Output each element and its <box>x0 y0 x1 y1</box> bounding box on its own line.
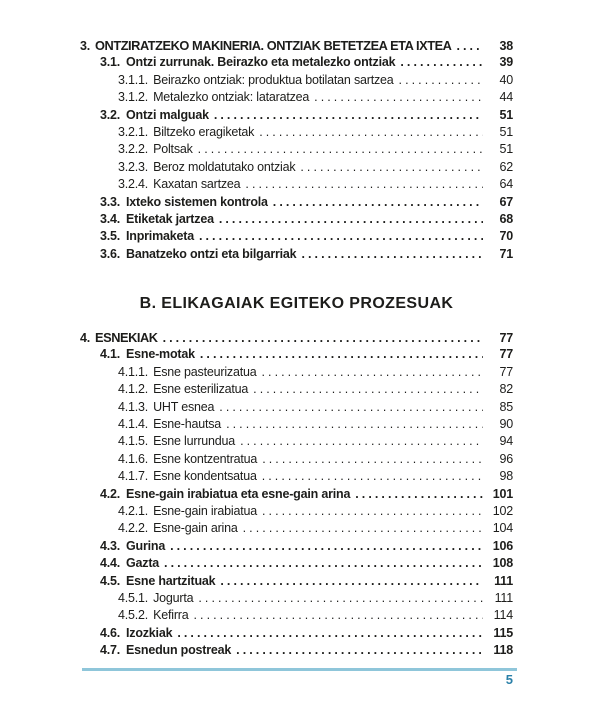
entry-number: 4.7. <box>100 643 121 658</box>
entry-number: 3.1.1. <box>118 72 149 87</box>
entry-title: Beirazko ontziak: produktua botilatan sartzea <box>153 72 394 87</box>
entry-title: ESNEKIAK <box>95 330 158 346</box>
entry-page: 98 <box>499 469 513 484</box>
entry-title: Inprimaketa <box>126 229 194 244</box>
entry-page: 102 <box>492 503 513 518</box>
dot-leader <box>214 107 483 124</box>
entry-page: 111 <box>494 590 513 605</box>
toc-row <box>80 520 513 537</box>
toc-row <box>80 451 513 468</box>
entry-title: Esne-motak <box>126 347 195 362</box>
dot-leader <box>198 590 483 607</box>
entry-page: 62 <box>499 159 513 174</box>
dot-leader <box>243 520 483 537</box>
toc-row <box>80 399 513 416</box>
dot-leader <box>245 176 483 193</box>
entry-title: Jogurta <box>153 590 194 605</box>
dot-leader <box>273 194 483 211</box>
toc-row <box>80 503 513 520</box>
entry-number: 4.4. <box>100 556 121 571</box>
dot-leader <box>200 346 483 363</box>
toc-row <box>80 486 513 503</box>
toc-row <box>80 107 513 124</box>
dot-leader <box>456 38 483 55</box>
entry-page: 38 <box>499 39 513 53</box>
entry-number: 3.2.2. <box>118 142 149 157</box>
dot-leader <box>400 54 483 71</box>
dot-leader <box>236 642 483 659</box>
toc-row <box>80 141 513 158</box>
toc-row <box>80 54 513 71</box>
entry-number: 3.3. <box>100 194 121 209</box>
entry-page: 118 <box>493 643 513 658</box>
toc-row <box>80 159 513 176</box>
entry-page: 90 <box>499 417 513 432</box>
dot-leader <box>300 159 483 176</box>
entry-number: 4.1.2. <box>118 382 149 397</box>
entry-page: 39 <box>499 55 513 70</box>
entry-page: 71 <box>499 246 513 261</box>
entry-number: 3.1. <box>100 55 121 70</box>
entry-page: 82 <box>499 382 513 397</box>
dot-leader <box>199 228 483 245</box>
entry-page: 106 <box>492 538 513 553</box>
entry-number: 4.2.1. <box>118 503 149 518</box>
entry-page: 114 <box>493 608 513 623</box>
entry-title: Esne lurrundua <box>153 434 236 449</box>
toc-row <box>80 37 513 54</box>
entry-number: 4.1.7. <box>118 469 149 484</box>
entry-title: ONTZIRATZEKO MAKINERIA. ONTZIAK BETETZEA ETA IXTEA <box>95 38 452 53</box>
dot-leader <box>177 625 483 642</box>
entry-number: 4.1.5. <box>118 434 149 449</box>
toc-row <box>80 381 513 398</box>
entry-page: 104 <box>492 521 513 536</box>
entry-number: 4.1. <box>100 347 121 362</box>
toc-row <box>80 607 513 624</box>
dot-leader <box>164 555 483 572</box>
entry-page: 94 <box>499 434 513 449</box>
entry-page: 108 <box>492 556 513 571</box>
toc-row <box>80 538 513 555</box>
entry-title: Esne hartzituak <box>126 573 216 588</box>
toc-row <box>80 72 513 89</box>
entry-title: UHT esnea <box>153 399 215 414</box>
entry-title: Esne-hautsa <box>153 417 222 432</box>
dot-leader <box>262 503 483 520</box>
entry-number: 3.2.1. <box>118 124 149 139</box>
entry-page: 40 <box>499 72 513 87</box>
entry-title: Esne kontzentratua <box>153 451 258 466</box>
entry-title: Esne pasteurizatua <box>153 364 257 379</box>
entry-page: 85 <box>499 399 513 414</box>
dot-leader <box>355 486 483 503</box>
dot-leader <box>262 364 484 381</box>
entry-title: Esne kondentsatua <box>153 469 257 484</box>
entry-number: 3. <box>80 39 91 53</box>
entry-number: 3.4. <box>100 211 121 226</box>
entry-title: Esne-gain arina <box>153 521 238 536</box>
section-heading: B. ELIKAGAIAK EGITEKO PROZESUAK <box>139 295 454 313</box>
entry-page: 51 <box>499 107 513 122</box>
entry-number: 4.6. <box>100 625 121 640</box>
entry-page: 77 <box>499 331 513 346</box>
toc-row <box>80 329 513 346</box>
entry-number: 4.2.2. <box>118 521 149 536</box>
entry-page: 77 <box>499 347 513 362</box>
dot-leader <box>163 330 483 347</box>
entry-number: 3.2.3. <box>118 159 149 174</box>
entry-title: Kefirra <box>153 608 189 623</box>
entry-title: Esnedun postreak <box>126 643 232 658</box>
toc-row <box>80 89 513 106</box>
entry-number: 4.2. <box>100 486 121 501</box>
entry-title: Metalezko ontziak: lataratzea <box>153 90 310 105</box>
entry-title: Etiketak jartzea <box>126 211 214 226</box>
toc-row <box>80 642 513 659</box>
dot-leader <box>194 607 484 624</box>
toc-row <box>80 416 513 433</box>
entry-number: 3.2. <box>100 107 121 122</box>
entry-title: Poltsak <box>153 142 193 157</box>
entry-page: 44 <box>499 90 513 105</box>
toc-row <box>80 573 513 590</box>
entry-title: Ontzi zurrunak. Beirazko eta metalezko ontziak <box>126 55 396 70</box>
toc-row <box>80 364 513 381</box>
dot-leader <box>262 468 483 485</box>
entry-title: Gazta <box>126 556 160 571</box>
entry-number: 4. <box>80 331 91 346</box>
entry-number: 4.5.1. <box>118 590 149 605</box>
dot-leader <box>219 399 483 416</box>
entry-page: 77 <box>499 364 513 379</box>
entry-page: 51 <box>499 124 513 139</box>
entry-number: 4.1.1. <box>118 364 149 379</box>
entry-title: Banatzeko ontzi eta bilgarriak <box>126 246 297 261</box>
toc-row <box>80 346 513 363</box>
dot-leader <box>170 538 483 555</box>
entry-title: Izozkiak <box>126 625 173 640</box>
entry-page: 111 <box>494 573 513 588</box>
toc-row <box>80 246 513 263</box>
dot-leader <box>226 416 483 433</box>
entry-page: 70 <box>499 229 513 244</box>
dot-leader <box>219 211 483 228</box>
toc-row <box>80 228 513 245</box>
entry-title: Beroz moldatutako ontziak <box>153 159 296 174</box>
toc-row <box>80 433 513 450</box>
entry-page: 67 <box>499 194 513 209</box>
dot-leader <box>301 246 483 263</box>
entry-number: 4.3. <box>100 538 121 553</box>
toc-content <box>80 37 513 660</box>
dot-leader <box>198 141 483 158</box>
footer-rule <box>82 668 517 671</box>
dot-leader <box>220 573 483 590</box>
entry-title: Esne esterilizatua <box>153 382 249 397</box>
entry-number: 4.1.4. <box>118 417 149 432</box>
entry-number: 3.6. <box>100 246 121 261</box>
dot-leader <box>259 124 483 141</box>
toc-row <box>80 555 513 572</box>
toc-row <box>80 194 513 211</box>
entry-number: 3.1.2. <box>118 90 149 105</box>
dot-leader <box>262 451 483 468</box>
entry-number: 4.5. <box>100 573 121 588</box>
dot-leader <box>240 433 483 450</box>
entry-number: 4.1.3. <box>118 399 149 414</box>
entry-title: Kaxatan sartzea <box>153 177 241 192</box>
entry-number: 4.1.6. <box>118 451 149 466</box>
toc-row <box>80 211 513 228</box>
entry-title: Ixteko sistemen kontrola <box>126 194 268 209</box>
entry-title: Gurina <box>126 538 166 553</box>
dot-leader <box>399 72 483 89</box>
toc-row <box>80 468 513 485</box>
entry-page: 115 <box>493 625 513 640</box>
toc-row <box>80 124 513 141</box>
toc-row <box>80 625 513 642</box>
dot-leader <box>314 89 483 106</box>
entry-page: 51 <box>499 142 513 157</box>
entry-page: 101 <box>492 486 513 501</box>
footer-page-number: 5 <box>505 672 513 687</box>
entry-title: Ontzi malguak <box>126 107 209 122</box>
entry-page: 64 <box>499 177 513 192</box>
entry-page: 68 <box>499 211 513 226</box>
entry-title: Esne-gain irabiatua <box>153 503 257 518</box>
toc-row <box>80 590 513 607</box>
entry-number: 3.5. <box>100 229 121 244</box>
entry-title: Esne-gain irabiatua eta esne-gain arina <box>126 486 351 501</box>
entry-page: 96 <box>499 451 513 466</box>
toc-row <box>80 176 513 193</box>
dot-leader <box>253 381 483 398</box>
entry-title: Biltzeko eragiketak <box>153 124 255 139</box>
entry-number: 3.2.4. <box>118 177 149 192</box>
entry-number: 4.5.2. <box>118 608 149 623</box>
